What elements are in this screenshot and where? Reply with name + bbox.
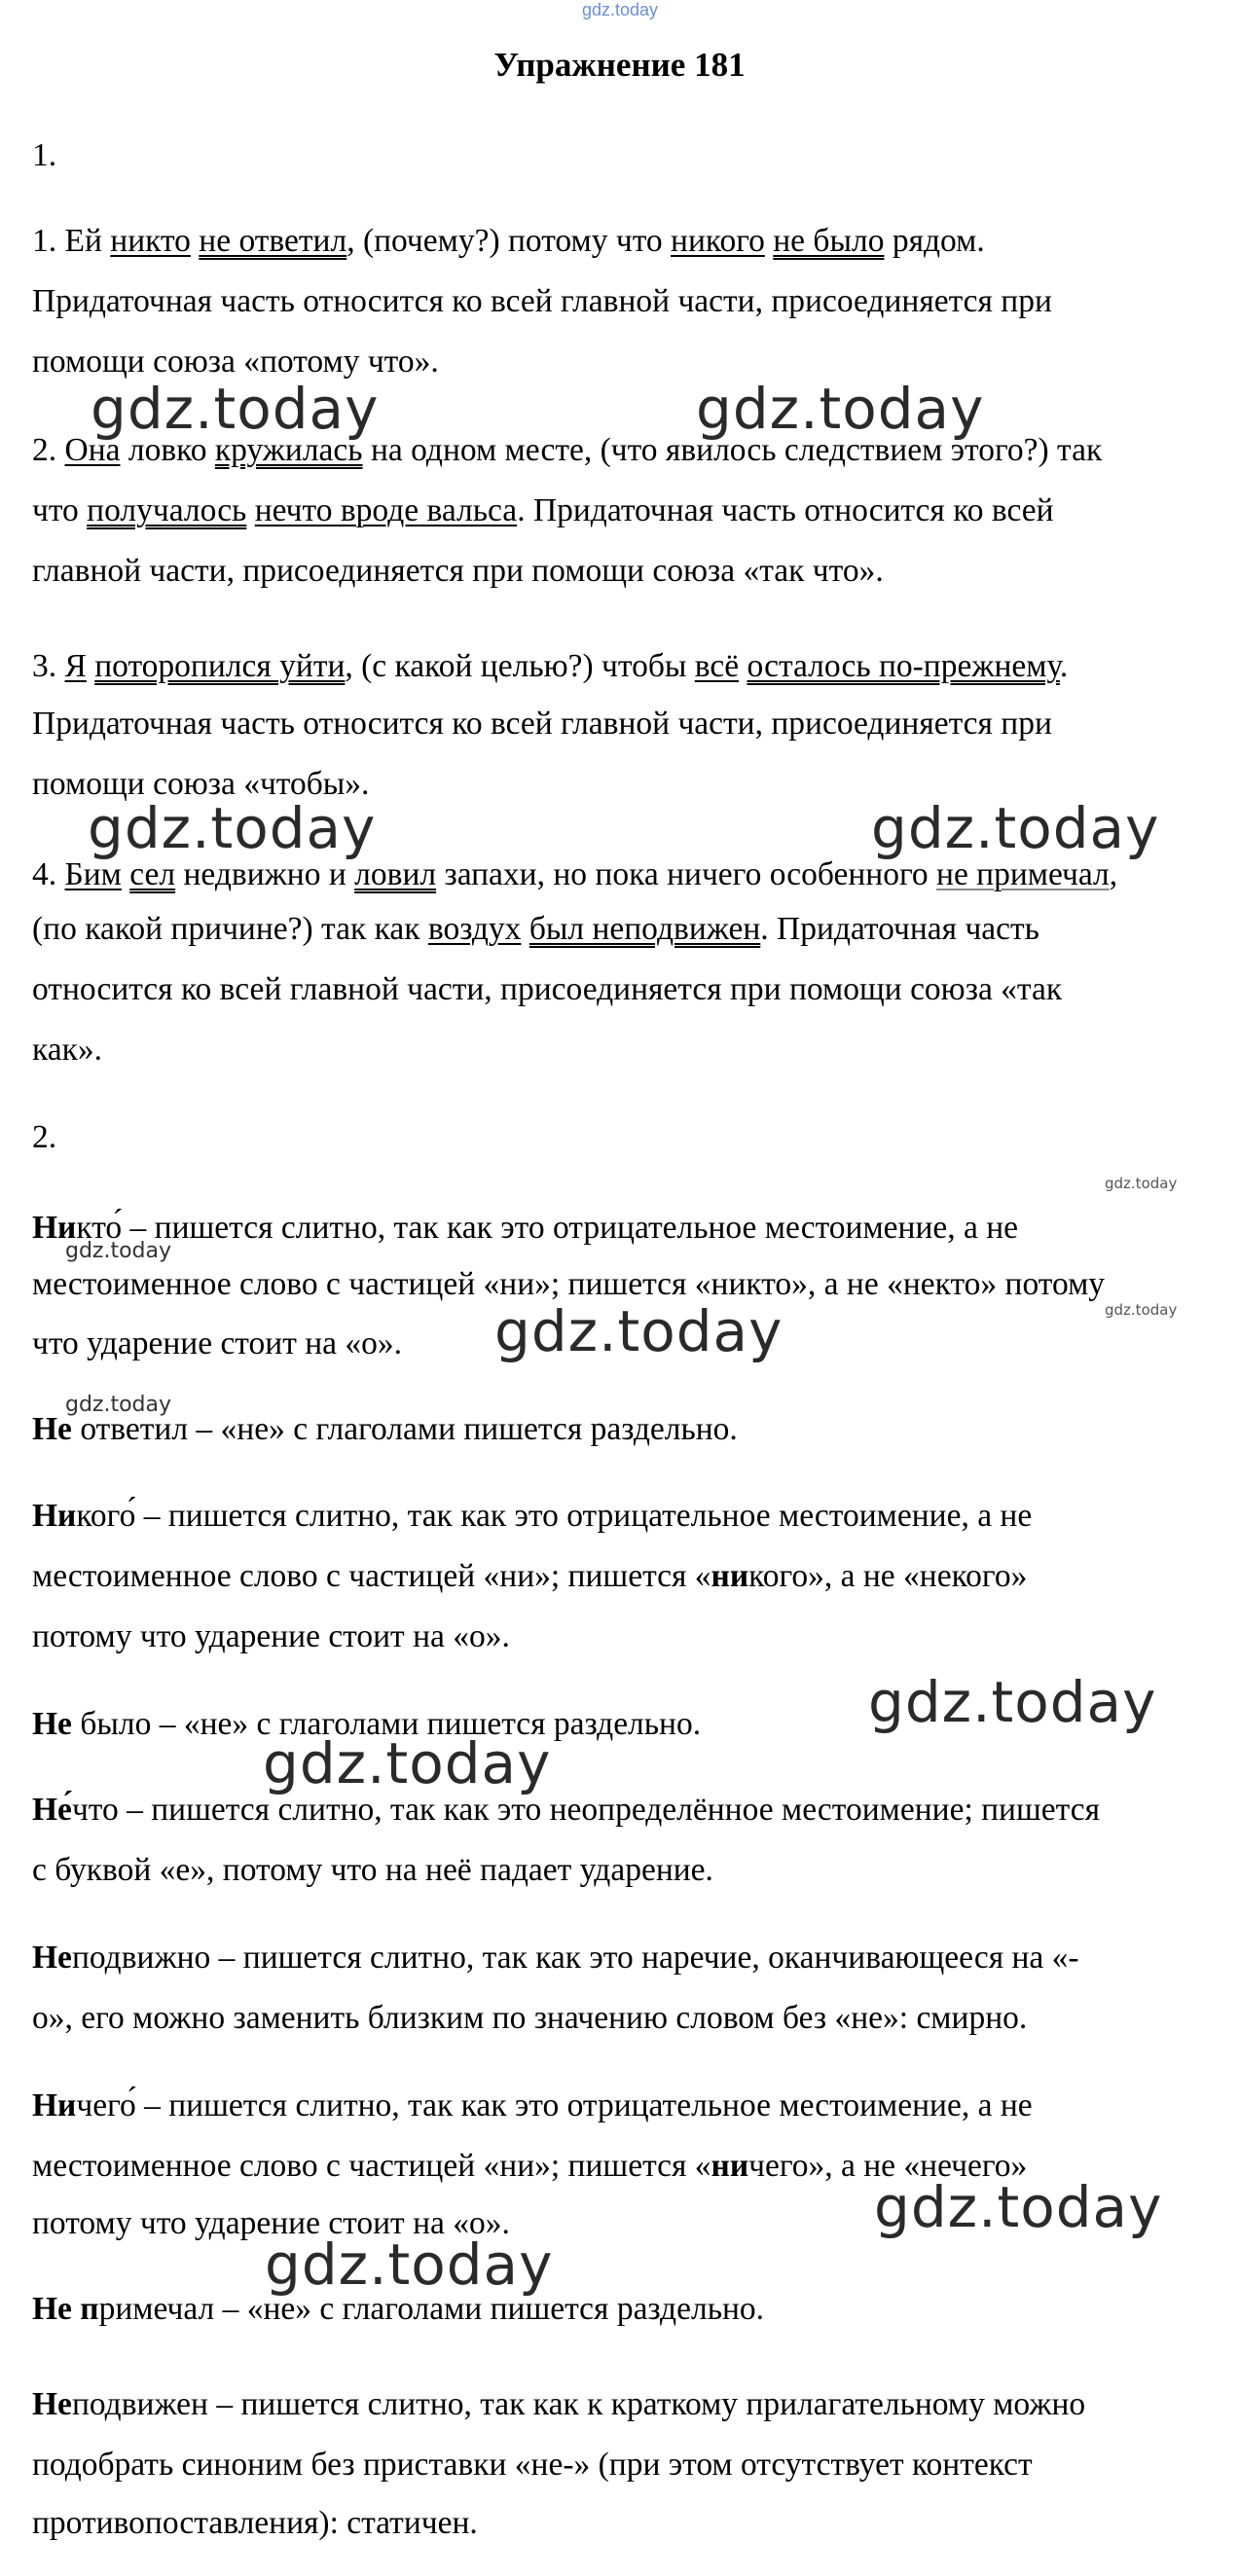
bold-prefix: Ни xyxy=(32,1498,77,1534)
text-fragment: кого́ – пишется слитно, так как это отрицательное местоимение, а не xyxy=(76,1498,1033,1534)
text-fragment: кто́ – пишется слитно, так как это отрицательное местоимение, а не xyxy=(76,1210,1019,1246)
predicate: поторопился уйти xyxy=(94,648,346,684)
sentence-4-line-2 xyxy=(32,899,1200,960)
subject: Бим xyxy=(64,856,122,892)
word: Ей xyxy=(64,223,102,259)
explanation-9-line-2: подобрать синоним без приставки «не-» (при этом отсутствует контекст xyxy=(32,2447,1033,2483)
text-fragment: . xyxy=(1059,648,1069,684)
text-fragment: . Придаточная часть xyxy=(760,911,1039,947)
bold-prefix: Ни xyxy=(32,1210,77,1246)
watermark-top: gdz.today xyxy=(582,0,659,19)
word: что xyxy=(32,492,79,528)
watermark: gdz.today xyxy=(868,1669,1157,1735)
sentence-4-line-4: как». xyxy=(32,1032,103,1068)
subject: Я xyxy=(64,648,87,684)
bold-prefix: Не xyxy=(32,1706,72,1742)
sentence-number: 1. xyxy=(32,223,57,259)
watermark: gdz.today xyxy=(494,1298,783,1364)
text-fragment: недвижно и xyxy=(183,856,346,892)
explanation-5-line-2: с буквой «е», потому что на неё падает ударение. xyxy=(32,1852,713,1888)
section-label-2: 2. xyxy=(32,1119,57,1155)
sentence-4-line-3: относится ко всей главной части, присоединяется при помощи союза «так xyxy=(32,971,1063,1007)
watermark-tiny: gdz.today xyxy=(1105,1301,1178,1319)
explanation-3-line-3: потому что ударение стоит на «о». xyxy=(32,1618,510,1654)
watermark-small: gdz.today xyxy=(65,1393,172,1417)
text-fragment: местоименное слово с частицей «ни»; пишется « xyxy=(32,2148,711,2184)
text-fragment: , (почему?) потому что xyxy=(346,223,663,259)
explanation-8 xyxy=(32,2279,1200,2340)
text-fragment: рядом. xyxy=(892,223,985,259)
sentence-1-line-1 xyxy=(32,211,1200,272)
watermark: gdz.today xyxy=(91,376,380,442)
sentence-2-line-2 xyxy=(32,481,1200,541)
text-fragment: что – пишется слитно, так как это неопределённое местоимение; пишется xyxy=(71,1792,1100,1828)
explanation-9-line-1 xyxy=(32,2375,1200,2435)
watermark: gdz.today xyxy=(696,376,985,442)
watermark-small: gdz.today xyxy=(65,1239,172,1263)
explanation-1-line-1 xyxy=(32,1198,1200,1258)
section-label-1: 1. xyxy=(32,137,57,173)
text-fragment: ответил – «не» с глаголами пишется раздельно. xyxy=(71,1411,738,1447)
text-fragment: местоименное слово с частицей «ни»; пишется « xyxy=(32,1558,711,1594)
text-fragment: (по какой причине?) так как xyxy=(32,911,420,947)
explanation-3-line-2 xyxy=(32,1546,1200,1607)
predicate: не было xyxy=(773,223,885,259)
predicate: осталось по-прежнему xyxy=(747,648,1060,684)
bold-prefix: Не́ xyxy=(32,1792,72,1828)
subject: Она xyxy=(64,432,121,468)
subject: никого xyxy=(671,223,765,259)
watermark: gdz.today xyxy=(88,795,377,861)
bold-prefix: Не xyxy=(32,1940,72,1976)
text-fragment: было – «не» с глаголами пишется раздельно. xyxy=(71,1706,702,1742)
sentence-1-line-3: помощи союза «потому что». xyxy=(32,344,439,380)
predicate: получалось xyxy=(87,492,247,528)
sentence-3-line-1 xyxy=(32,636,1200,697)
sentence-3-line-2: Придаточная часть относится ко всей главной части, присоединяется при xyxy=(32,706,1052,742)
text-fragment: , (с какой целью?) чтобы xyxy=(345,648,687,684)
text-fragment: , xyxy=(1109,856,1118,892)
watermark: gdz.today xyxy=(265,2231,554,2298)
subject: воздух xyxy=(427,911,522,947)
text-fragment: подвижно – пишется слитно, так как это наречие, оканчивающееся на «- xyxy=(71,1940,1079,1976)
watermark: gdz.today xyxy=(263,1730,552,1796)
bold-prefix: Не п xyxy=(32,2291,99,2327)
text-fragment: кого», а не «некого» xyxy=(748,1558,1028,1594)
predicate: сел xyxy=(129,856,176,892)
predicate: не примечал xyxy=(936,856,1110,892)
explanation-7-line-3: потому что ударение стоит на «о». xyxy=(32,2205,510,2241)
predicate: был неподвижен xyxy=(528,911,761,947)
explanation-6-line-2: о», его можно заменить близким по значению словом без «не»: смирно. xyxy=(32,2000,1028,2036)
subject: нечто вроде вальса xyxy=(254,492,518,528)
subject: никто xyxy=(110,223,191,259)
watermark: gdz.today xyxy=(874,2174,1163,2240)
page-title: Упражнение 181 xyxy=(493,46,746,84)
bold-prefix: Не xyxy=(32,1411,72,1447)
sentence-number: 2. xyxy=(32,432,57,468)
explanation-1-line-3: что ударение стоит на «о». xyxy=(32,1325,402,1361)
bold-fragment: ни xyxy=(711,2148,749,2184)
sentence-1-line-2: Придаточная часть относится ко всей главной части, присоединяется при xyxy=(32,283,1052,319)
sentence-number: 4. xyxy=(32,856,57,892)
sentence-number: 3. xyxy=(32,648,57,684)
text-fragment: на одном месте, (что явилось следствием этого?) так xyxy=(370,432,1103,468)
text-fragment: запахи, но пока ничего особенного xyxy=(444,856,929,892)
sentence-3-line-3: помощи союза «чтобы». xyxy=(32,766,370,802)
text-fragment: чего», а не «нечего» xyxy=(748,2148,1028,2184)
explanation-2 xyxy=(32,1399,1200,1460)
bold-prefix: Ни xyxy=(32,2087,77,2123)
predicate: ловил xyxy=(354,856,437,892)
explanation-1-line-2: местоименное слово с частицей «ни»; пишется «никто», а не «некто» потому xyxy=(32,1266,1106,1302)
explanation-7-line-1 xyxy=(32,2076,1200,2136)
text-fragment: чего́ – пишется слитно, так как это отрицательное местоимение, а не xyxy=(76,2087,1033,2123)
explanation-3-line-1 xyxy=(32,1486,1200,1546)
explanation-9-line-3: противопоставления): статичен. xyxy=(32,2505,478,2541)
predicate: не ответил xyxy=(199,223,347,259)
word: ловко xyxy=(128,432,207,468)
subject: всё xyxy=(694,648,740,684)
explanation-6-line-1 xyxy=(32,1928,1200,1988)
text-fragment: подвижен – пишется слитно, так как к краткому прилагательному можно xyxy=(71,2386,1086,2422)
explanation-5-line-1 xyxy=(32,1780,1200,1840)
predicate: кружилась xyxy=(214,432,363,468)
watermark: gdz.today xyxy=(871,795,1160,861)
watermark-tiny: gdz.today xyxy=(1105,1175,1178,1192)
text-fragment: римечал – «не» с глаголами пишется раздельно. xyxy=(98,2291,765,2327)
sentence-2-line-3: главной части, присоединяется при помощи союза «так что». xyxy=(32,553,884,589)
bold-prefix: Не xyxy=(32,2386,72,2422)
bold-fragment: ни xyxy=(711,1558,749,1594)
text-fragment: . Придаточная часть относится ко всей xyxy=(517,492,1054,528)
